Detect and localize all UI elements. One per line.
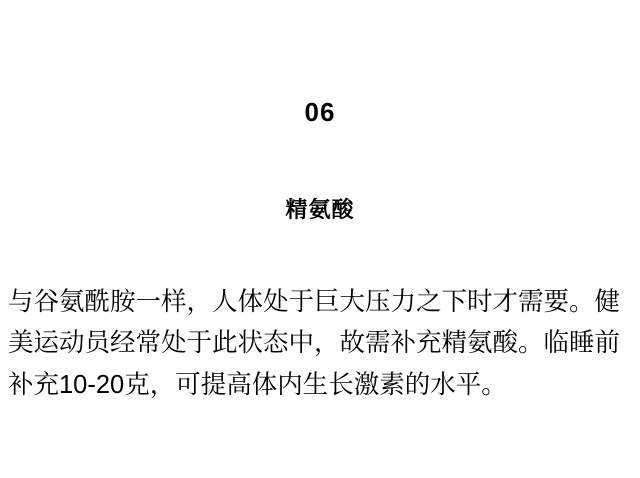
body-paragraph: 与谷氨酰胺一样，人体处于巨大压力之下时才需要。健美运动员经常处于此状态中，故需补充精氨酸。临睡前补充10-20克，可提高体内生长激素的水平。 [8,288,621,399]
section-title: 精氨酸 [285,197,355,222]
section-number: 06 [304,97,336,127]
